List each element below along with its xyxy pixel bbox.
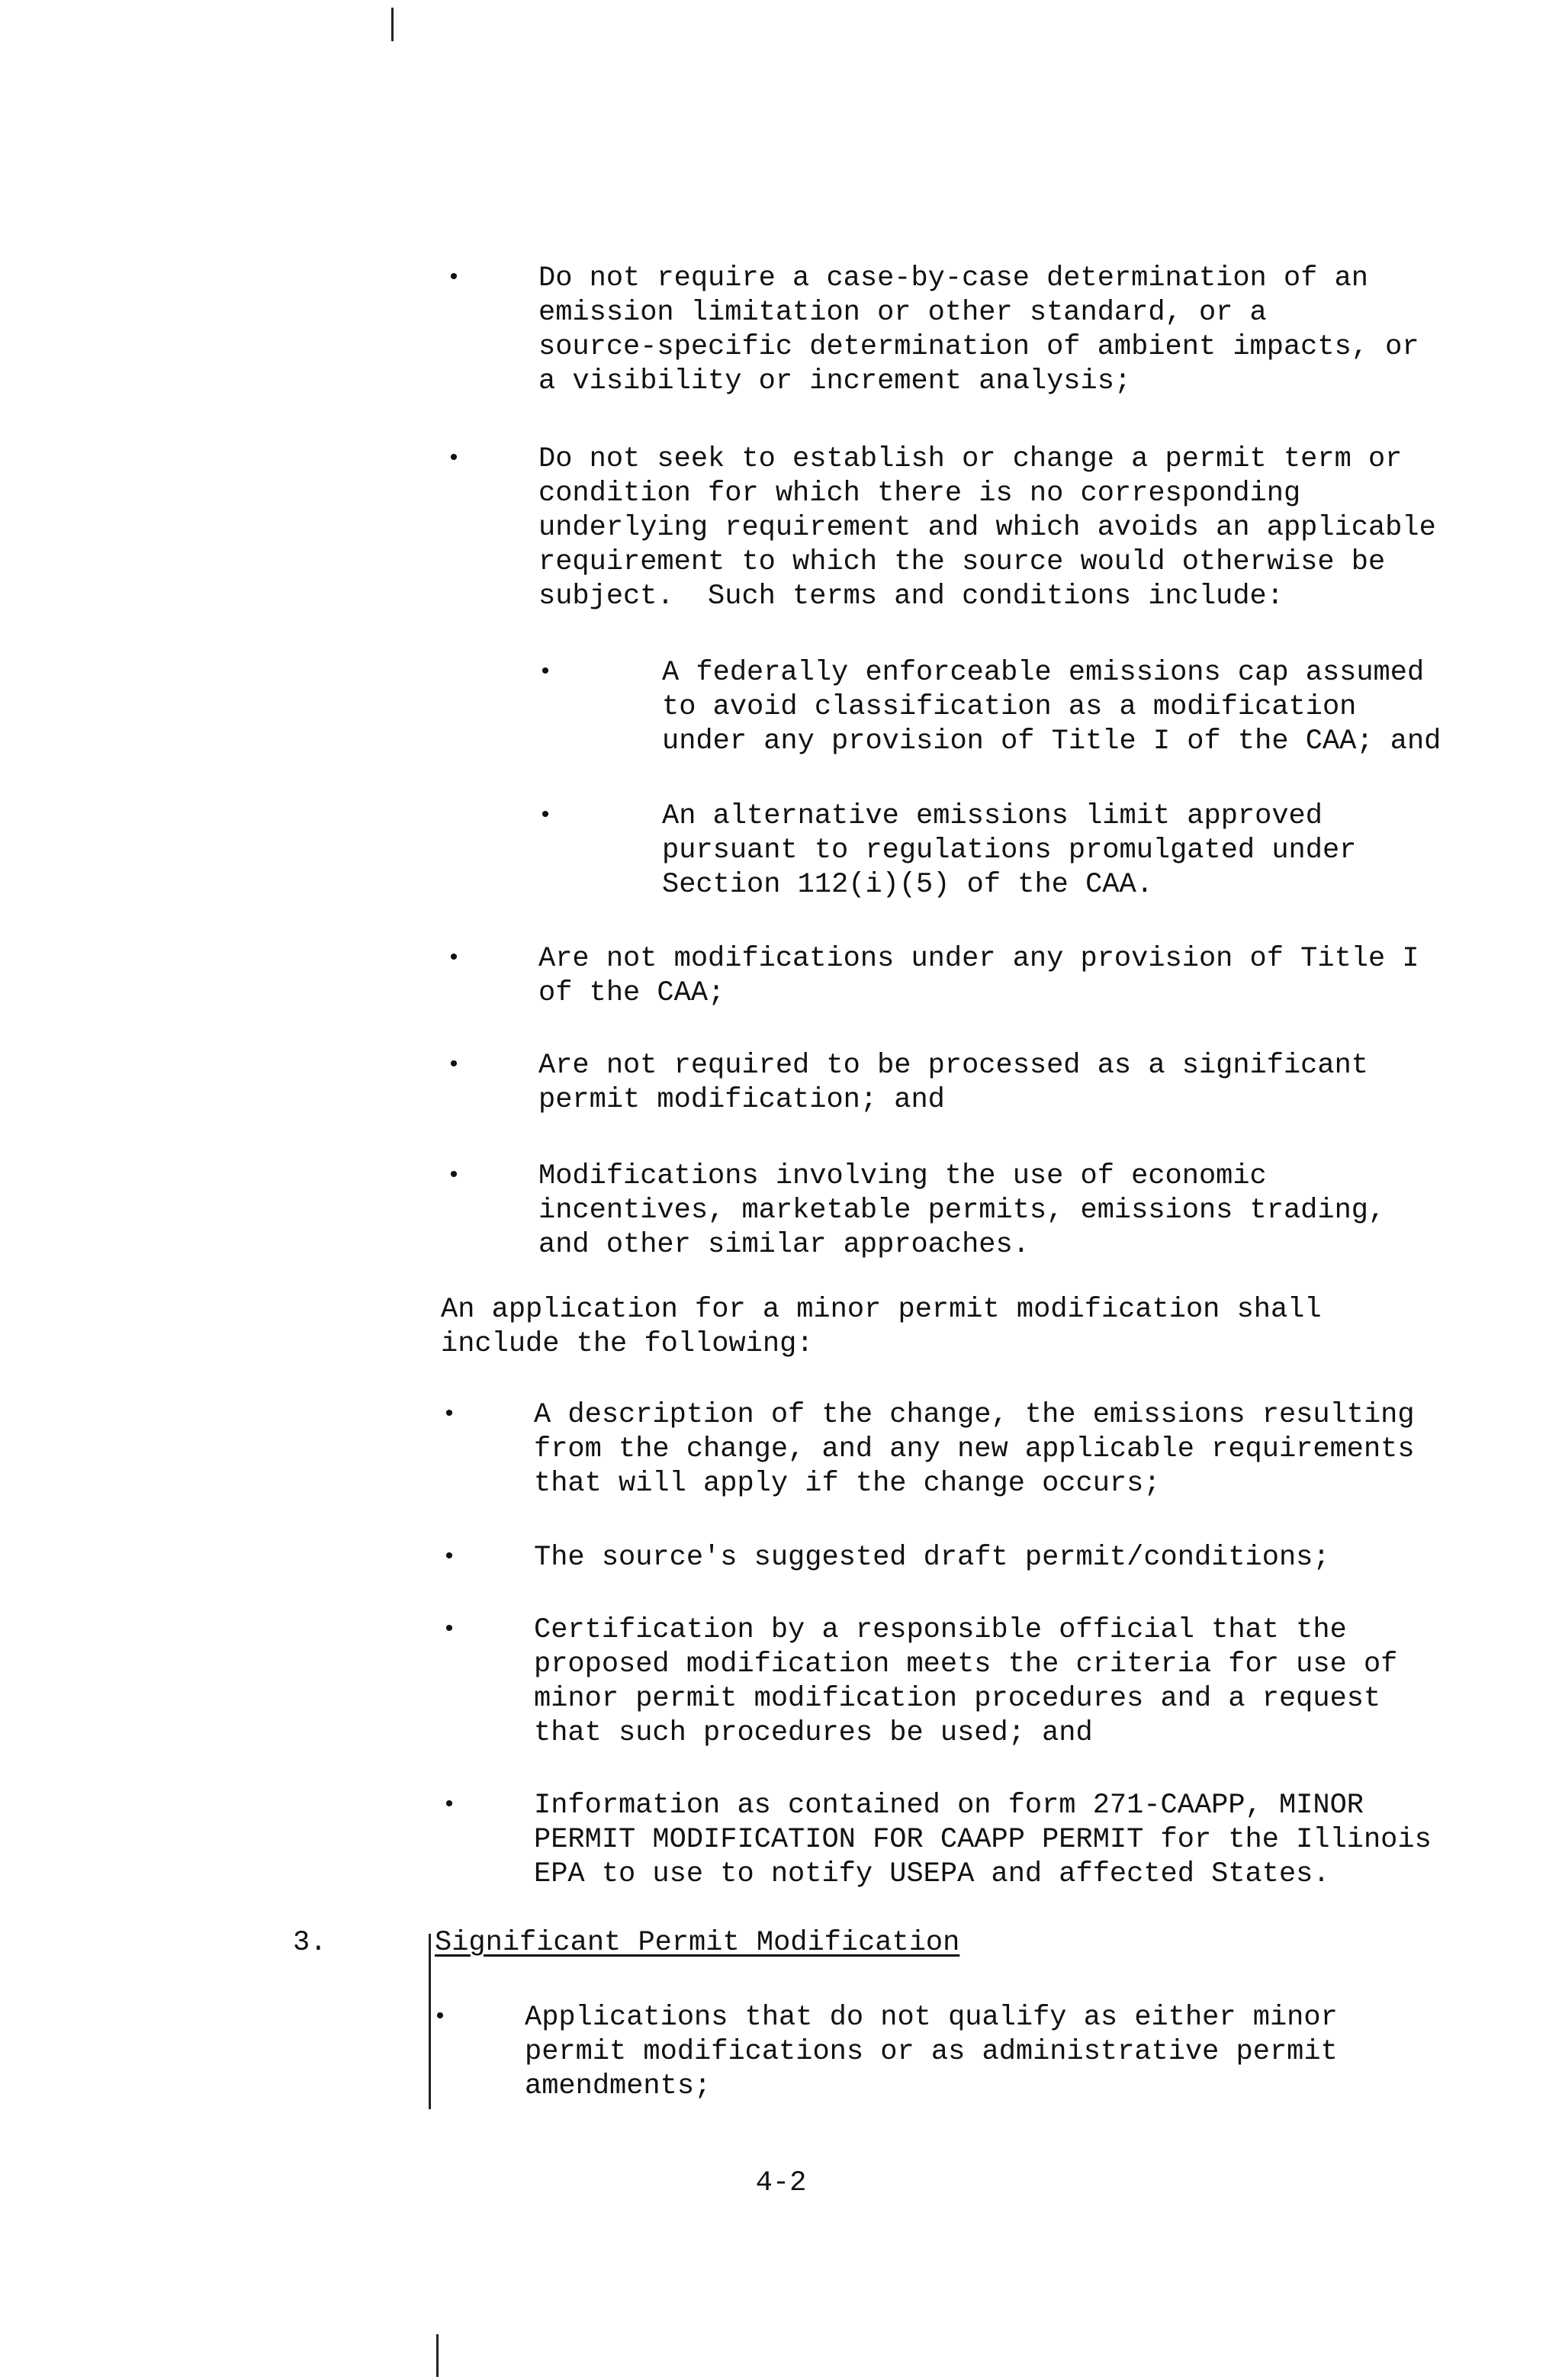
list-item-text: Information as contained on form 271-CAAPP, MINOR PERMIT MODIFICATION FOR CAAPP PERMIT for the Illinois EPA to use to notify USEPA and affected States. [534,1790,1432,1890]
bullet-icon: • [442,1545,457,1571]
bullet-icon: • [447,1163,461,1189]
list-item-text: Applications that do not qualify as either minor permit modifications or as administrative permit amendments; [525,2002,1338,2102]
list-item-text: A description of the change, the emissions resulting from the change, and any new applicable requirements that will apply if the change occurs; [534,1399,1415,1500]
sub-list-item-text: An alternative emissions limit approved pursuant to regulations promulgated under Section 112(i)(5) of the CAA. [662,800,1357,901]
list-item-text: Do not require a case-by-case determination of an emission limitation or other standard, or a source-specific determination of ambient impacts, or a visibility or increment analysis; [538,262,1419,397]
sub-list-item-text: A federally enforceable emissions cap assumed to avoid classification as a modification under any provision of Title I of the CAA; and [662,657,1441,757]
bullet-icon: • [442,1402,457,1428]
section-title: Significant Permit Modification [435,1927,960,1959]
list-item-text: Certification by a responsible official that the proposed modification meets the criteria for use of minor permit modification procedures and a request that such procedures be used; and [534,1614,1398,1749]
list-item-text: Are not required to be processed as a significant permit modification; and [538,1050,1368,1116]
application-intro: An application for a minor permit modification shall include the following: [441,1294,1322,1360]
scan-mark-top [391,8,394,41]
bullet-icon: • [442,1617,457,1643]
page-number: 4-2 [755,2167,807,2199]
list-item-text: Modifications involving the use of economic incentives, marketable permits, emissions trading, and other similar approaches. [538,1160,1386,1261]
section-number: 3. [293,1927,327,1959]
change-bar [429,1934,431,2109]
list-item-text: Do not seek to establish or change a permit term or condition for which there is no corresponding underlying requirement and which avoids an applicable requirement to which the source would otherwise be subject. Such terms and conditions include: [538,443,1436,613]
bullet-icon: • [447,1053,461,1079]
bullet-icon: • [442,1793,457,1819]
bullet-icon: • [447,946,461,972]
bullet-icon: • [538,660,553,686]
scan-mark-bottom [436,2334,439,2377]
bullet-icon: • [447,446,461,472]
list-item-text: Are not modifications under any provision of Title I of the CAA; [538,943,1419,1009]
bullet-icon: • [538,803,553,829]
bullet-icon: • [447,265,461,291]
bullet-icon: • [433,2005,448,2031]
list-item-text: The source's suggested draft permit/conditions; [534,1542,1330,1574]
